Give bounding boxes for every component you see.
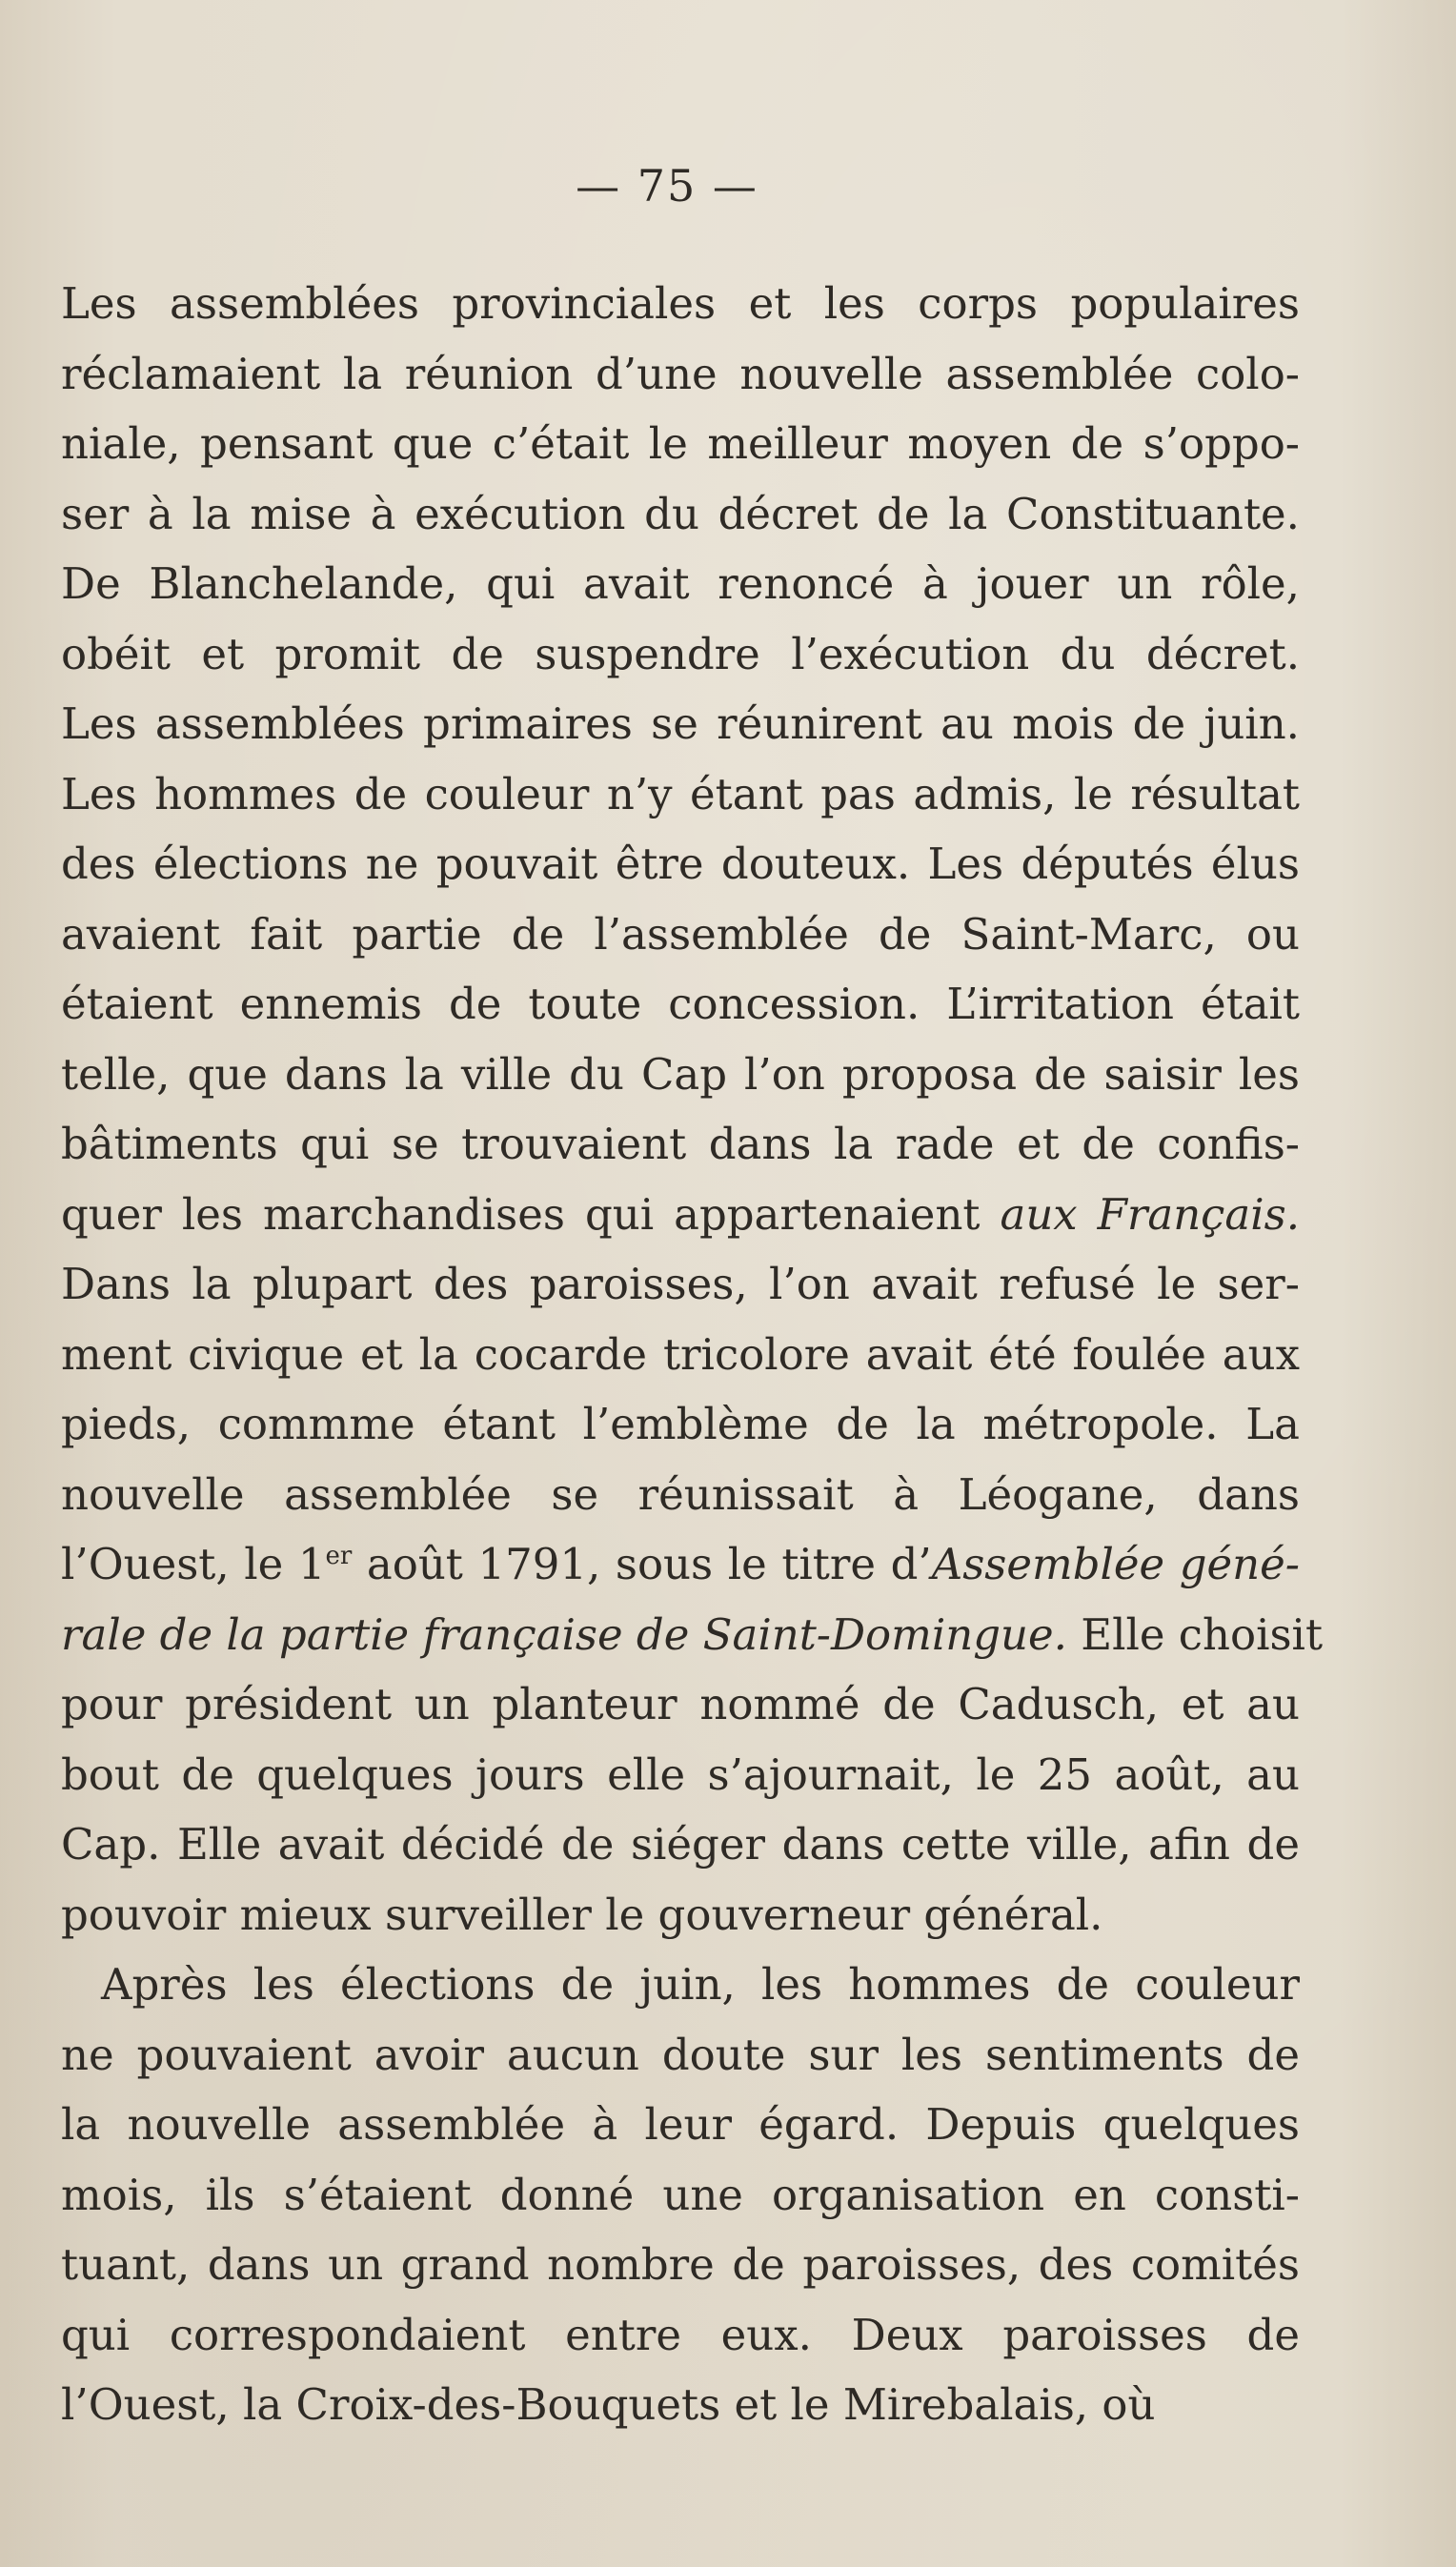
text-line [61,969,1300,1040]
text-fragment: l’Ouest, le 1 [61,1539,326,1589]
text-fragment: la nouvelle assemblée à leur égard. Depuis quelques [61,2099,1300,2150]
text-fragment: Cap. Elle avait décidé de siéger dans cette ville, afin de [61,1819,1300,1870]
text-line [61,1389,1300,1460]
text-line [61,689,1300,759]
text-fragment: Les assemblées provinciales et les corps populaires [61,278,1300,329]
text-line [61,479,1300,550]
text-line [61,2160,1300,2231]
text-line [61,2090,1300,2160]
text-fragment: Elle choisit [1066,1608,1324,1660]
text-line [61,2230,1300,2300]
text-line [61,2300,1300,2371]
text-fragment: pieds, commme étant l’emblème de la métropole. La [61,1399,1300,1449]
text-fragment: réclamaient la réunion d’une nouvelle assemblée colo- [61,348,1300,399]
text-fragment: ne pouvaient avoir aucun doute sur les sentiments de [61,2029,1300,2080]
text-fragment: Les assemblées primaires se réunirent au mois de juin. [61,698,1300,749]
text-line [61,1040,1300,1110]
text-line [61,1600,1324,1670]
text-fragment: quer les marchandises qui appartenaient [61,1188,1001,1240]
text-fragment: mois, ils s’étaient donné une organisation en consti- [61,2169,1300,2220]
text-line [61,269,1300,339]
text-fragment: Après les élections de juin, les hommes de couleur [101,1959,1300,2010]
text-fragment: obéit et promit de suspendre l’exécution du décret. [61,628,1300,679]
text-line [61,1740,1300,1810]
text-line [61,829,1300,899]
text-fragment: qui correspondaient entre eux. Deux paroisses de [61,2309,1300,2360]
text-line [61,2020,1300,2091]
text-line [61,899,1300,970]
text-fragment: ser à la mise à exécution du décret de la Constituante. [61,488,1300,539]
text-fragment: étaient ennemis de toute concession. L’irritation était [61,979,1300,1029]
text-fragment: pour président un planteur nommé de Cadusch, et au [61,1679,1300,1729]
page-number: — 75 — [576,160,758,212]
text-line [61,409,1300,479]
text-line [61,1880,1300,1951]
text-fragment: bâtiments qui se trouvaient dans la rade et de confis- [61,1119,1300,1169]
italic-text: aux Français. [1000,1188,1301,1240]
text-fragment: niale, pensant que c’était le meilleur moyen de s’oppo- [61,418,1300,469]
text-line [61,2370,1300,2440]
text-fragment: Les hommes de couleur n’y étant pas admis, le résultat [61,768,1300,819]
text-line [61,619,1300,690]
text-fragment: telle, que dans la ville du Cap l’on proposa de saisir les [61,1048,1300,1100]
text-fragment: l’Ouest, la Croix-des-Bouquets et le Mirebalais, où [61,2379,1156,2430]
text-line [61,1180,1300,1250]
text-fragment: De Blanchelande, qui avait renoncé à jouer un rôle, [61,558,1300,609]
text-line [61,1950,1300,2020]
text-line [61,339,1300,410]
text-line [61,1249,1300,1320]
text-fragment: bout de quelques jours elle s’ajournait, le 25 août, au [61,1748,1300,1800]
text-line [61,1109,1300,1180]
text-line [61,1809,1300,1880]
text-fragment: nouvelle assemblée se réunissait à Léogane, dans [61,1468,1300,1520]
superscript: er [325,1542,353,1570]
body-text [61,269,1324,2440]
text-fragment: ment civique et la cocarde tricolore avait été foulée aux [61,1328,1300,1380]
text-fragment: tuant, dans un grand nombre de paroisses, des comités [61,2239,1300,2290]
paragraph [61,269,1324,1950]
text-fragment: avaient fait partie de l’assemblée de Saint-Marc, ou [61,908,1300,960]
text-fragment: août 1791, sous le titre d’ [352,1539,932,1589]
text-fragment: Dans la plupart des paroisses, l’on avait refusé le ser- [61,1259,1300,1309]
text-line [61,1529,1300,1600]
paragraph [61,1950,1300,2440]
text-line [61,549,1300,619]
text-line [61,1669,1300,1740]
italic-text: rale de la partie française de Saint-Domingue. [61,1608,1067,1660]
text-line [61,759,1300,830]
text-line [61,1320,1300,1390]
text-fragment: des élections ne pouvait être douteux. Les députés élus [61,839,1300,889]
text-line [61,1460,1300,1530]
italic-text: Assemblée géné- [931,1539,1300,1589]
text-fragment: pouvoir mieux surveiller le gouverneur général. [61,1889,1103,1940]
